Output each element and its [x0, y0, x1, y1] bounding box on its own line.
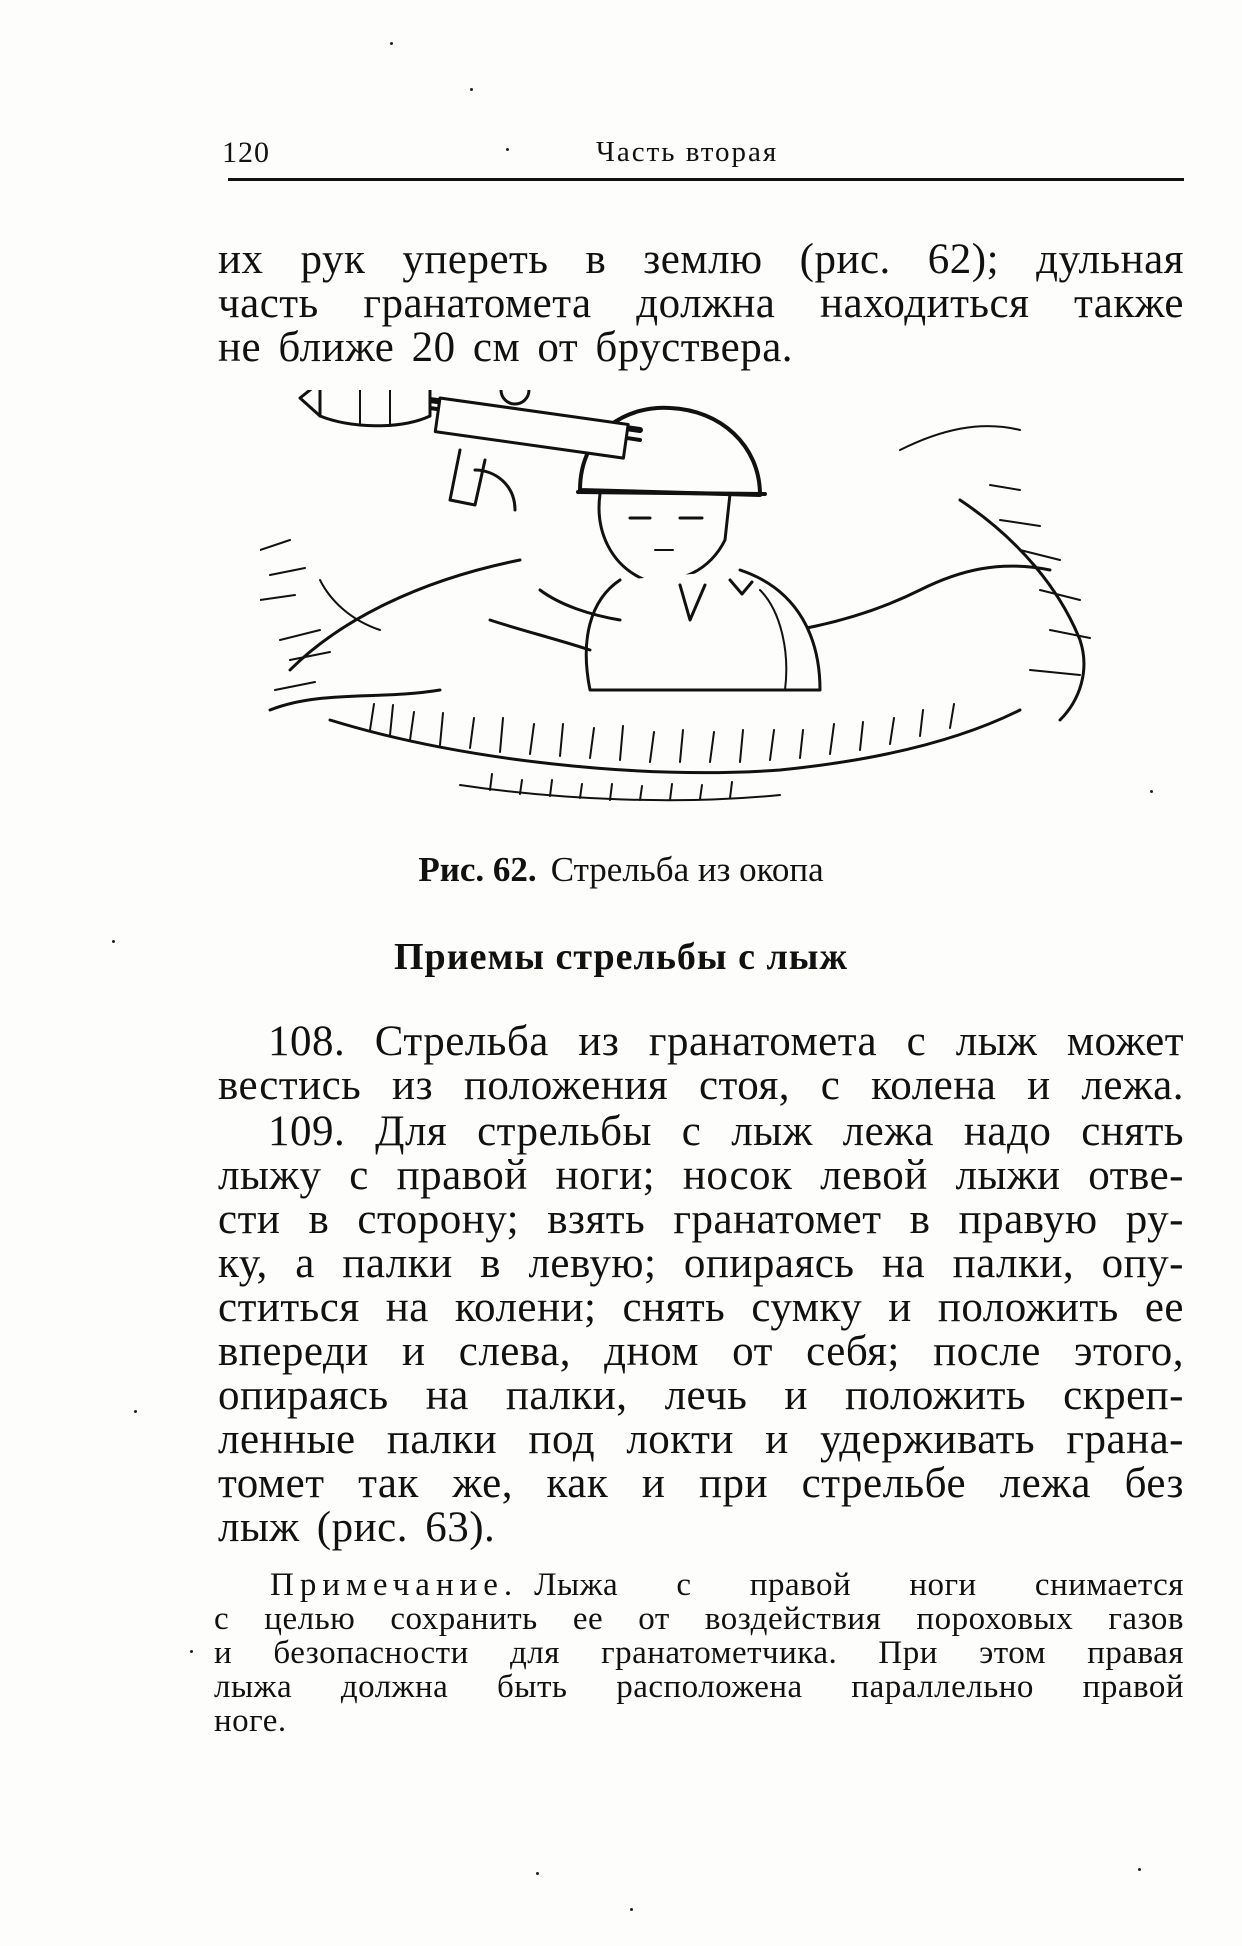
header-rule: [228, 178, 1184, 181]
text-line: их рук упереть в землю (рис. 62); дульная: [218, 236, 1184, 283]
scan-speck: [1138, 1868, 1141, 1871]
soldier-in-trench-illustration: [260, 390, 1160, 830]
text-line: ститься на колени; снять сумку и положить ее: [218, 1284, 1184, 1331]
text-line: лыж (рис. 63).: [218, 1504, 496, 1551]
scan-speck: [536, 1872, 539, 1875]
text-line: 108. Стрельба из гранатомета с лыж может: [268, 1018, 1184, 1065]
page-number: 120: [222, 136, 270, 169]
figure-caption-text: Стрельба из окопа: [550, 850, 824, 889]
text-line: ку, а палки в левую; опираясь на палки, опу-: [218, 1240, 1184, 1287]
text-line: ленные палки под локти и удерживать грана-: [218, 1416, 1184, 1463]
scan-speck: [630, 1908, 633, 1911]
paragraph-109: [218, 1110, 1184, 1550]
text-line: впереди и слева, дном от себя; после этого,: [218, 1328, 1184, 1375]
page-header: [222, 132, 1182, 172]
scan-speck: [112, 940, 115, 943]
text-line: лыжу с правой ноги; носок левой лыжи отве-: [218, 1152, 1184, 1199]
note-line: ноге.: [214, 1703, 287, 1739]
note-line: с целью сохранить ее от воздействия пороховых газов: [214, 1601, 1184, 1637]
running-head: Часть вторая: [596, 136, 779, 168]
text-line: 109. Для стрельбы с лыж лежа надо снять: [268, 1108, 1184, 1155]
figure-caption: [0, 850, 1242, 890]
scan-speck: [506, 148, 509, 151]
figure-label: Рис. 62.: [418, 850, 537, 889]
note-block: [214, 1568, 1184, 1738]
scan-speck: [470, 88, 473, 91]
note-first-line-text: Лыжа с правой ноги снимается: [534, 1567, 1184, 1603]
note-first-line: [214, 1568, 1184, 1602]
intro-paragraph: [218, 238, 1184, 370]
scan-speck: [134, 1410, 137, 1413]
paragraph-108: [218, 1020, 1184, 1108]
section-title: Приемы стрельбы с лыж: [394, 936, 848, 978]
text-line: часть гранатомета должна находиться также: [218, 280, 1184, 327]
note-label: Примечание.: [270, 1567, 519, 1603]
text-line: опираясь на палки, лечь и положить скреп-: [218, 1372, 1184, 1419]
text-line: сти в сторону; взять гранатомет в правую ру-: [218, 1196, 1184, 1243]
scan-speck: [390, 42, 393, 45]
scan-speck: [190, 1650, 193, 1653]
text-line: не ближе 20 см от бруствера.: [218, 324, 794, 371]
text-line: вестись из положения стоя, с колена и лежа.: [218, 1062, 1184, 1109]
note-line: лыжа должна быть расположена параллельно правой: [214, 1669, 1184, 1705]
text-line: томет так же, как и при стрельбе лежа без: [218, 1460, 1184, 1507]
scan-speck: [1150, 790, 1153, 793]
note-line: и безопасности для гранатометчика. При этом правая: [214, 1635, 1184, 1671]
